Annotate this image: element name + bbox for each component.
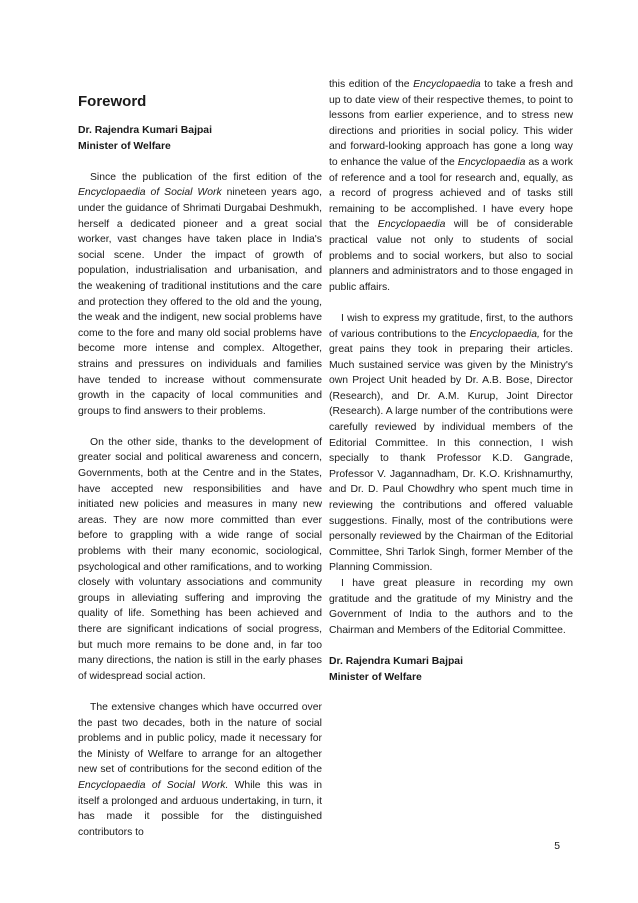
left-column [78, 93, 322, 840]
paragraph-2: On the other side, thanks to the development of greater social and political awareness and concern, Governments, both at the Centre and in the States, have accepted new responsibilities and have initiated new policies and measures in many new areas. They are now more committed than ever before to grappling with a wide range of social problems with their many economic, sociological, psychological and other ramifications, and to working closely with voluntary associations and community groups in alleviating suffering and improving the quality of life. Something has been achieved and there are significant indications of social progress, but much more remains to be done and, in far too many directions, the nation is still in the early phases of widespread social action. [78, 436, 322, 682]
paragraph-5: I wish to express my gratitude, first, to the authors of various contributions to the Encyclopaedia, for the great pains they took in preparing their articles. Much sustained service was given by the Ministry's own Project Unit headed by Dr. A.B. Bose, Director (Research), and Dr. A.M. Kurup, Joint Director (Research). A large number of the contributions were carefully reviewed by individual members of the Editorial Committee. In this connection, I wish specially to thank Professor K.D. Gangrade, Professor V. Jagannadham, Dr. K.O. Krishnamurthy, and Dr. D. Paul Chowdhry who spent much time in reviewing the contributions and offered valuable suggestions. Finally, most of the contributions were personally reviewed by the Chairman of the Editorial Committee, Shri Tarlok Singh, former Member of the Planning Commission. [329, 312, 573, 574]
signature-name: Dr. Rajendra Kumari Bajpai [329, 655, 463, 667]
author-title: Minister of Welfare [78, 140, 171, 152]
paragraph-4: this edition of the Encyclopaedia to take a fresh and up to date view of their respective themes, to point to lessons from earlier experience, and to stress new directions and priorities in social policy. This wider and forward-looking approach has gone a long way to enhance the value of the Encyclopaedia as a work of reference and a tool for research and, equally, as a record of progress achieved and of tasks still remaining to be accomplished. I have every hope that the Encyclopaedia will be of considerable practical value not only to students of social problems and to social workers, but also to social planners and administrators and to those engaged in public affairs. [329, 79, 573, 293]
page-number: 5 [554, 841, 560, 852]
signature-title: Minister of Welfare [329, 671, 422, 683]
paragraph-3: The extensive changes which have occurred over the past two decades, both in the nature of social problems and in public policy, made it necessary for the Ministy of Welfare to arrange for an altogether new set of contributions for the second edition of the Encyclopaedia of Social Work. While this was in itself a prolonged and arduous undertaking, in turn, it has made it possible for the distinguished contributors to [78, 701, 323, 838]
paragraph-6: I have great pleasure in recording my own gratitude and the gratitude of my Ministry and the Government of India to the authors and to the Chairman and Members of the Editorial Committee. [329, 578, 573, 636]
author-block [78, 123, 322, 154]
right-column [329, 77, 573, 685]
page-title: Foreword [78, 93, 147, 110]
signature-block [329, 654, 573, 685]
author-name: Dr. Rajendra Kumari Bajpai [78, 125, 212, 136]
paragraph-1: Since the publication of the first edition of the Encyclopaedia of Social Work nineteen years ago, under the guidance of Shrimati Durgabai Deshmukh, herself a dedicated pioneer and a great social worker, vast changes have taken place in India's social scene. Under the impact of growth of population, industrialisation and urbanisation, and the weakening of traditional institutions and the care and protection they offered to the old and the young, the weak and the indigent, new social problems have come to the fore and many old social problems have become more intense and complex. Altogether, strains and pressures on individuals and families have tended to increase without commensurate growth in the capacity of local communities and groups to find answers to their problems. [78, 171, 322, 417]
